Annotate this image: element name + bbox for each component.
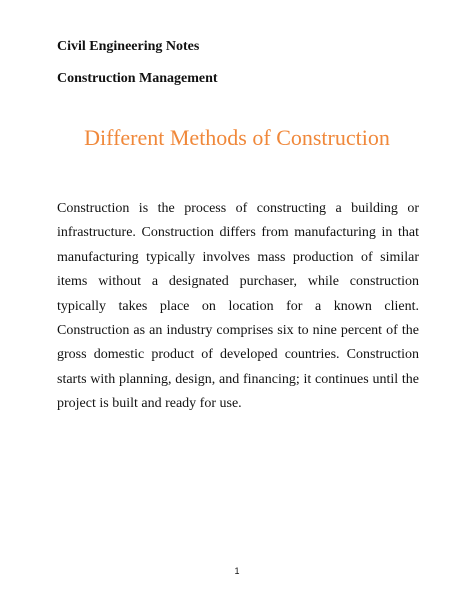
header-topic: Construction Management xyxy=(57,71,218,86)
page-title: Different Methods of Construction xyxy=(84,125,390,150)
header-subject: Civil Engineering Notes xyxy=(57,39,200,54)
page-number: 1 xyxy=(234,566,240,576)
body-paragraph: Construction is the process of constructing a building or infrastructure. Construction differs from manufacturing in that manufacturing typically involves mass production of similar items without a designated purchaser, while construction typically takes place on location for a known client. Construction as an industry comprises six to nine percent of the gross domestic product of developed countries. Construction starts with planning, design, and financing; it continues until the project is built and ready for use. xyxy=(57,201,419,412)
